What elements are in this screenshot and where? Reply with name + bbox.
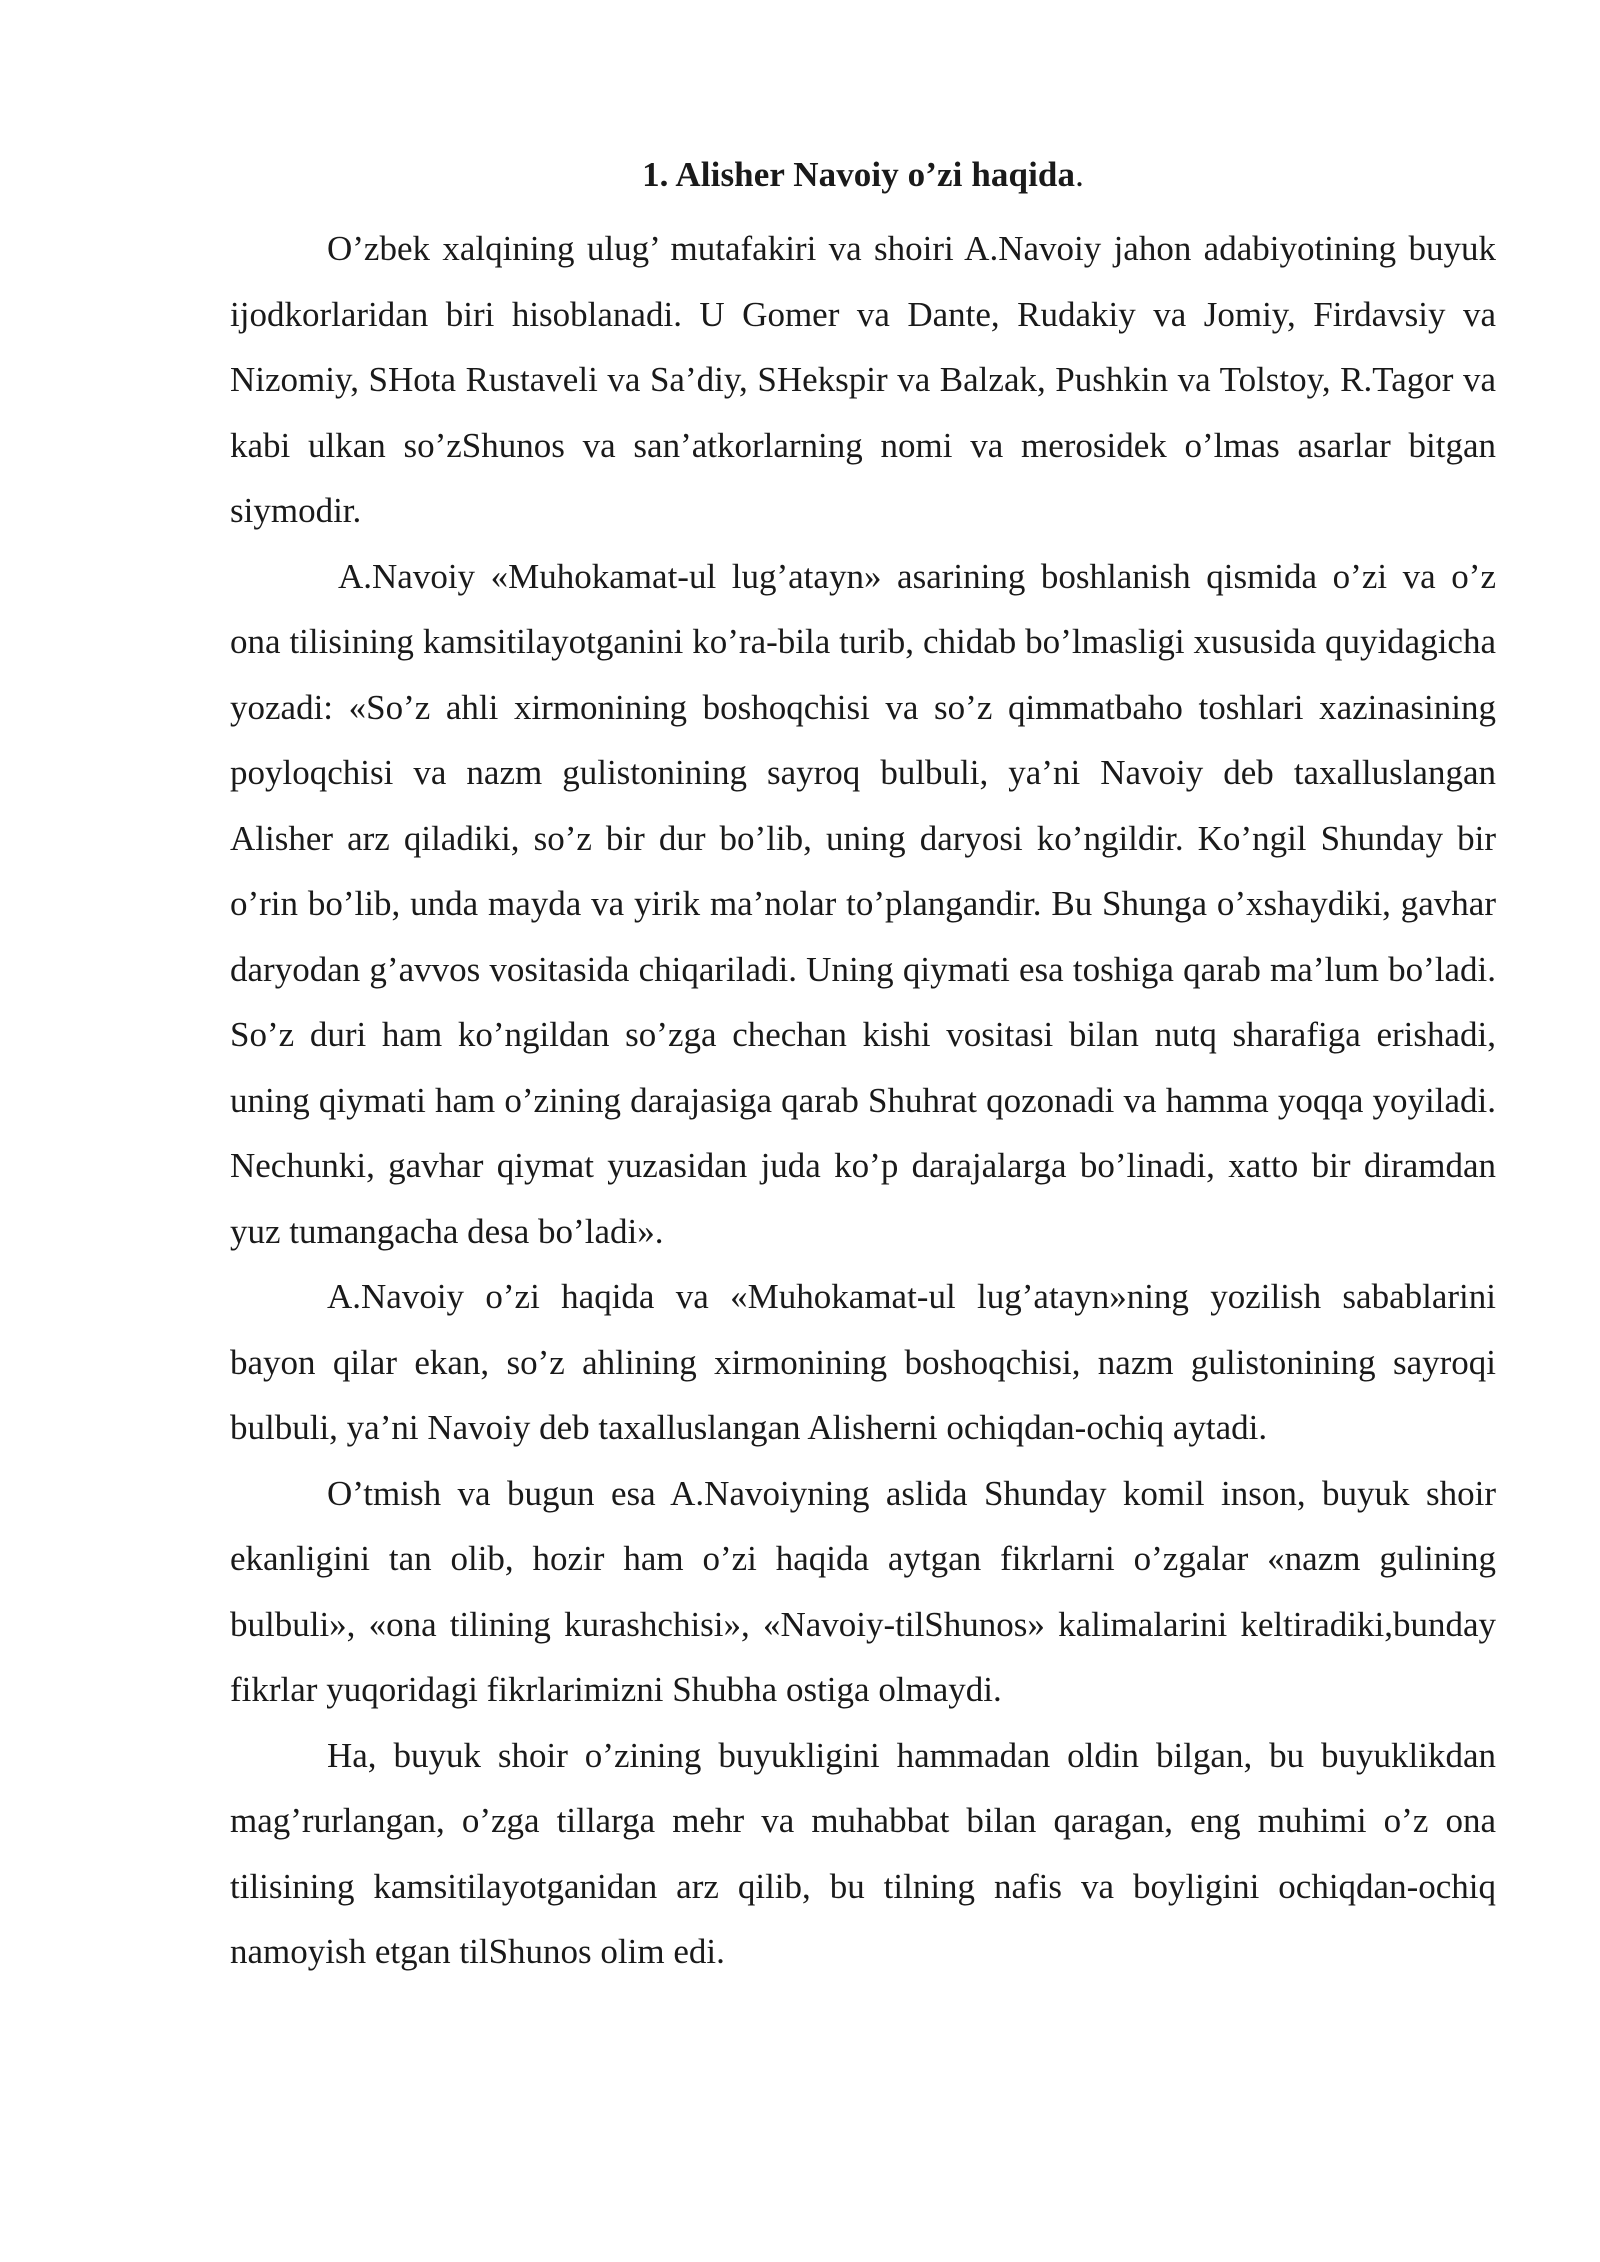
paragraph-muhokamat-quote: A.Navoiy «Muhokamat-ul lug’atayn» asarining boshlanish qismida o’zi va o’z ona tilisining kamsitilayotganini ko’ra-bila turib, chidab bo’lmasligi xususida quyidagicha yozadi: «So’z ahli xirmonining boshoqchisi va so’z qimmatbaho toshlari xazinasining poyloqchisi va nazm gulistonining sayroq bulbuli, ya’ni Navoiy deb taxalluslangan Alisher arz qiladiki, so’z bir dur bo’lib, uning daryosi ko’ngildir. Ko’ngil Shunday bir o’rin bo’lib, unda mayda va yirik ma’nolar to’plangandir. Bu Shunga o’xshaydiki, gavhar daryodan g’avvos vositasida chiqariladi. Uning qiymati esa toshiga qarab ma’lum bo’ladi. So’z duri ham ko’ngildan so’zga chechan kishi vositasi bilan nutq sharafiga erishadi, uning qiymati ham o’zining darajasiga qarab Shuhrat qozonadi va hamma yoqqa yoyiladi. Nechunki, gavhar qiymat yuzasidan juda ko’p darajalarga bo’linadi, xatto bir diramdan yuz tumangacha desa bo’ladi». — [230, 556, 1496, 1251]
paragraph-intro: O’zbek xalqining ulug’ mutafakiri va shoiri A.Navoiy jahon adabiyotining buyuk ijodkorlaridan biri hisoblanadi. U Gomer va Dante, Rudakiy va Jomiy, Firdavsiy va Nizomiy, SHota Rustaveli va Sa’diy, SHekspir va Balzak, Pushkin va Tolstoy, R.Tagor va kabi ulkan so’zShunos va san’atkorlarning nomi va merosidek o’lmas asarlar bitgan siymodir. — [230, 229, 1496, 530]
paragraph-conclusion: Ha, buyuk shoir o’zining buyukligini hammadan oldin bilgan, bu buyuklikdan mag’rurlangan, o’zga tillarga mehr va muhabbat bilan qaragan, eng muhimi o’z ona tilisining kamsitilayotganidan arz qilib, bu tilning nafis va boyligini ochiqdan-ochiq namoyish etgan tilShunos olim edi. — [230, 1735, 1496, 1971]
paragraph-past-present: O’tmish va bugun esa A.Navoiyning aslida Shunday komil inson, buyuk shoir ekanligini tan olib, hozir ham o’zi haqida aytgan fikrlarni o’zgalar «nazm gulining bulbuli», «ona tilining kurashchisi», «Navoiy-tilShunos» kalimalarini keltiradiki,bunday fikrlar yuqoridagi fikrlarimizni Shubha ostiga olmaydi. — [230, 1473, 1496, 1709]
paragraph-reasons: A.Navoiy o’zi haqida va «Muhokamat-ul lug’atayn»ning yozilish sabablarini bayon qilar ekan, so’z ahlining xirmonining boshoqchisi, nazm gulistonining sayroqi bulbuli, ya’ni Navoiy deb taxalluslangan Alisherni ochiqdan-ochiq aytadi. — [230, 1277, 1496, 1447]
document-heading — [230, 152, 1496, 198]
heading-period: . — [1075, 155, 1084, 194]
document-page — [230, 152, 1496, 1985]
heading-title: 1. Alisher Navoiy o’zi haqida — [642, 155, 1076, 194]
